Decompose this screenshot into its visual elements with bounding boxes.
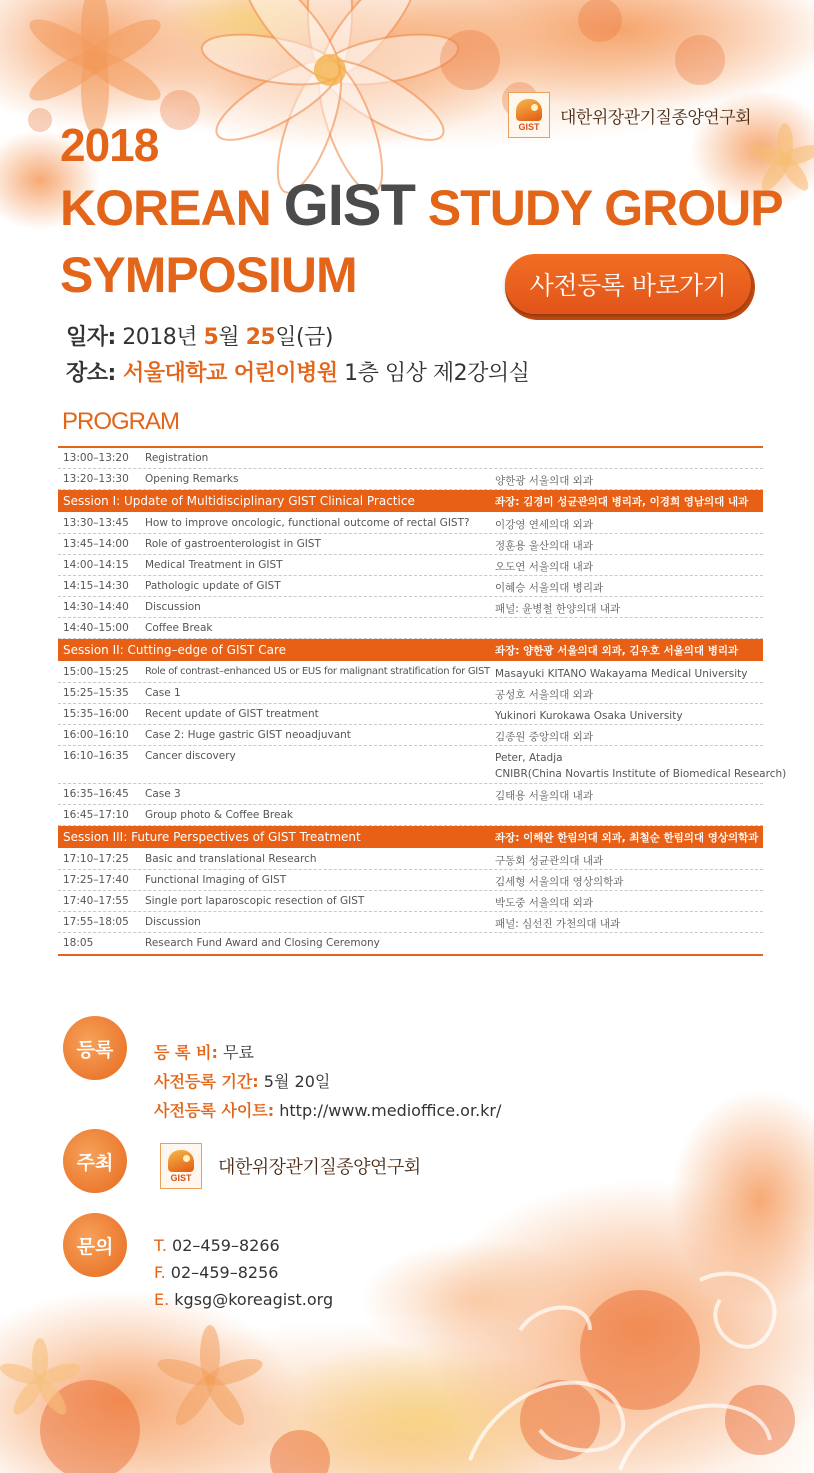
- row-time: 15:25–15:35: [63, 687, 129, 699]
- row-time: 16:45–17:10: [63, 809, 129, 821]
- program-table: [58, 446, 787, 956]
- row-time: 16:10–16:35: [63, 750, 129, 762]
- event-title-line2: SYMPOSIUM: [60, 247, 357, 303]
- row-program: Role of contrast–enhanced US or EUS for malignant stratification for GIST: [145, 666, 490, 677]
- organizer-header: [508, 92, 751, 138]
- session-header-1: [58, 490, 763, 512]
- table-row: [58, 870, 763, 891]
- place-venue: 서울대학교 어린이병원: [115, 361, 338, 386]
- row-speaker: 구동회 성균관의대 내과: [495, 855, 604, 867]
- fee-label: 등 록 비:: [154, 1043, 218, 1062]
- organization-name: 대한위장관기질종양연구회: [560, 107, 752, 128]
- row-time: 14:40–15:00: [63, 622, 129, 634]
- row-speaker-multiline: [495, 750, 786, 782]
- registration-site: [154, 1098, 501, 1121]
- table-row: [58, 725, 763, 746]
- row-speaker: Peter, Atadja: [495, 752, 563, 764]
- fax-number: 02–459–8256: [165, 1263, 279, 1282]
- date-month: 5: [203, 325, 219, 350]
- table-row: [58, 469, 763, 490]
- table-row: [58, 555, 763, 576]
- row-speaker: 오도연 서울의대 내과: [495, 561, 593, 573]
- table-row: [58, 576, 763, 597]
- row-program: Basic and translational Research: [145, 853, 317, 865]
- phone-number: 02–459–8266: [166, 1236, 280, 1255]
- row-time: 14:15–14:30: [63, 580, 129, 592]
- session-chair: 좌장: 양한광 서울의대 외과, 김우호 서울의대 병리과: [495, 644, 739, 657]
- session-header-2: [58, 639, 763, 661]
- table-row: [58, 805, 763, 826]
- row-speaker: 패널: 심선진 가천의대 내과: [495, 918, 621, 930]
- row-time: 13:45–14:00: [63, 538, 129, 550]
- table-row: [58, 534, 763, 555]
- pre-registration-button[interactable]: 사전등록 바로가기: [505, 254, 751, 314]
- row-speaker-affiliation: CNIBR(China Novartis Institute of Biomedical Research): [495, 768, 787, 780]
- registration-badge: 등록: [63, 1016, 127, 1080]
- table-row: [58, 513, 763, 534]
- email-address[interactable]: kgsg@koreagist.org: [169, 1290, 334, 1309]
- row-speaker: 정훈용 울산의대 내과: [495, 540, 593, 552]
- row-program: Case 2: Huge gastric GIST neoadjuvant: [145, 729, 351, 741]
- table-row: [58, 912, 763, 933]
- title-gist: GIST: [283, 173, 415, 238]
- row-speaker: Masayuki KITANO Wakayama Medical University: [495, 668, 748, 680]
- row-time: 17:10–17:25: [63, 853, 129, 865]
- stomach-icon: [168, 1150, 194, 1172]
- row-program: Recent update of GIST treatment: [145, 708, 319, 720]
- row-time: 13:30–13:45: [63, 517, 129, 529]
- row-time: 16:35–16:45: [63, 788, 129, 800]
- gist-logo: [508, 92, 550, 138]
- row-program: Coffee Break: [145, 622, 213, 634]
- event-date: [66, 320, 333, 351]
- registration-fee: [154, 1040, 254, 1063]
- title-study-group: STUDY GROUP: [414, 180, 783, 236]
- row-program: Research Fund Award and Closing Ceremony: [145, 937, 380, 949]
- contact-badge: 문의: [63, 1213, 127, 1277]
- table-row: [58, 618, 763, 639]
- row-time: 15:35–16:00: [63, 708, 129, 720]
- row-speaker: Yukinori Kurokawa Osaka University: [495, 710, 683, 722]
- row-speaker: 김세형 서울의대 영상의학과: [495, 876, 624, 888]
- row-speaker: 패널: 윤병철 한양의대 내과: [495, 603, 621, 615]
- row-program: Pathologic update of GIST: [145, 580, 281, 592]
- logo-text: GIST: [170, 1172, 192, 1183]
- fee-value: 무료: [217, 1043, 254, 1062]
- table-row: [58, 746, 787, 784]
- row-time: 13:00–13:20: [63, 452, 129, 464]
- program-title: PROGRAM: [62, 408, 180, 435]
- row-speaker: 이강영 연세의대 외과: [495, 519, 593, 531]
- site-label: 사전등록 사이트:: [154, 1101, 275, 1120]
- row-program: Discussion: [145, 916, 201, 928]
- row-program: Group photo & Coffee Break: [145, 809, 293, 821]
- table-row: [58, 891, 763, 912]
- contact-email: [154, 1290, 333, 1309]
- place-label: 장소:: [66, 361, 116, 386]
- table-row: [58, 662, 763, 683]
- row-program: Discussion: [145, 601, 201, 613]
- date-day: 25: [245, 325, 276, 350]
- session-chair: 좌장: 김경미 성균관의대 병리과, 이경희 영남의대 내과: [495, 495, 749, 508]
- place-room: 1층 임상 제2강의실: [337, 361, 530, 386]
- table-row: [58, 597, 763, 618]
- site-link[interactable]: http://www.medioffice.or.kr/: [274, 1101, 502, 1120]
- row-time: 18:05: [63, 937, 94, 949]
- row-time: 17:55–18:05: [63, 916, 129, 928]
- row-time: 13:20–13:30: [63, 473, 129, 485]
- session-title: Session I: Update of Multidisciplinary GIST Clinical Practice: [63, 494, 415, 508]
- row-time: 16:00–16:10: [63, 729, 129, 741]
- event-place: [66, 356, 529, 387]
- row-program: Functional Imaging of GIST: [145, 874, 287, 886]
- title-korean: KOREAN: [60, 180, 284, 236]
- email-label: E.: [154, 1290, 170, 1309]
- pre-registration-button-shadow: [505, 254, 755, 320]
- host-name: 대한위장관기질종양연구회: [218, 1157, 421, 1178]
- row-program: How to improve oncologic, functional outcome of rectal GIST?: [145, 517, 470, 529]
- table-row: [58, 784, 763, 805]
- row-time: 15:00–15:25: [63, 666, 129, 678]
- contact-phone: [154, 1236, 280, 1255]
- row-program: Role of gastroenterologist in GIST: [145, 538, 321, 550]
- row-program: Opening Remarks: [145, 473, 239, 485]
- date-day-unit: 일(금): [275, 325, 333, 350]
- table-row: [58, 704, 763, 725]
- row-speaker: 양한광 서울의대 외과: [495, 475, 593, 487]
- phone-label: T.: [154, 1236, 167, 1255]
- event-title-line1: [60, 172, 783, 239]
- host-badge: 주최: [63, 1129, 127, 1193]
- row-speaker: 공성호 서울의대 외과: [495, 689, 593, 701]
- host-organization: [160, 1143, 421, 1189]
- table-row: [58, 849, 763, 870]
- session-header-3: [58, 826, 763, 848]
- logo-text: GIST: [518, 121, 540, 132]
- row-program: Case 1: [145, 687, 181, 699]
- table-row: [58, 933, 763, 954]
- date-year: 2018년: [115, 325, 204, 350]
- session-title: Session III: Future Perspectives of GIST Treatment: [63, 830, 361, 844]
- row-program: Single port laparoscopic resection of GIST: [145, 895, 365, 907]
- period-label: 사전등록 기간:: [154, 1072, 259, 1091]
- row-program: Registration: [145, 452, 209, 464]
- fax-label: F.: [154, 1263, 166, 1282]
- event-year: 2018: [60, 119, 159, 171]
- row-time: 14:00–14:15: [63, 559, 129, 571]
- stomach-icon: [516, 99, 542, 121]
- session-chair: 좌장: 이해완 한림의대 외과, 최철순 한림의대 영상의학과: [495, 831, 759, 844]
- row-time: 17:25–17:40: [63, 874, 129, 886]
- date-month-unit: 월: [218, 325, 246, 350]
- row-program: Cancer discovery: [145, 750, 236, 762]
- row-program: Case 3: [145, 788, 181, 800]
- row-time: 14:30–14:40: [63, 601, 129, 613]
- table-row: [58, 448, 763, 469]
- contact-fax: [154, 1263, 278, 1282]
- registration-period: [154, 1069, 330, 1092]
- row-program: Medical Treatment in GIST: [145, 559, 283, 571]
- row-speaker: 김종원 중앙의대 외과: [495, 731, 593, 743]
- row-time: 17:40–17:55: [63, 895, 129, 907]
- row-speaker: 박도중 서울의대 외과: [495, 897, 593, 909]
- period-value: 5월 20일: [258, 1072, 331, 1091]
- row-speaker: 김태용 서울의대 내과: [495, 790, 593, 802]
- session-title: Session II: Cutting–edge of GIST Care: [63, 643, 287, 657]
- date-label: 일자:: [66, 325, 116, 350]
- gist-logo: [160, 1143, 202, 1189]
- row-speaker: 이혜승 서울의대 병리과: [495, 582, 604, 594]
- table-row: [58, 683, 763, 704]
